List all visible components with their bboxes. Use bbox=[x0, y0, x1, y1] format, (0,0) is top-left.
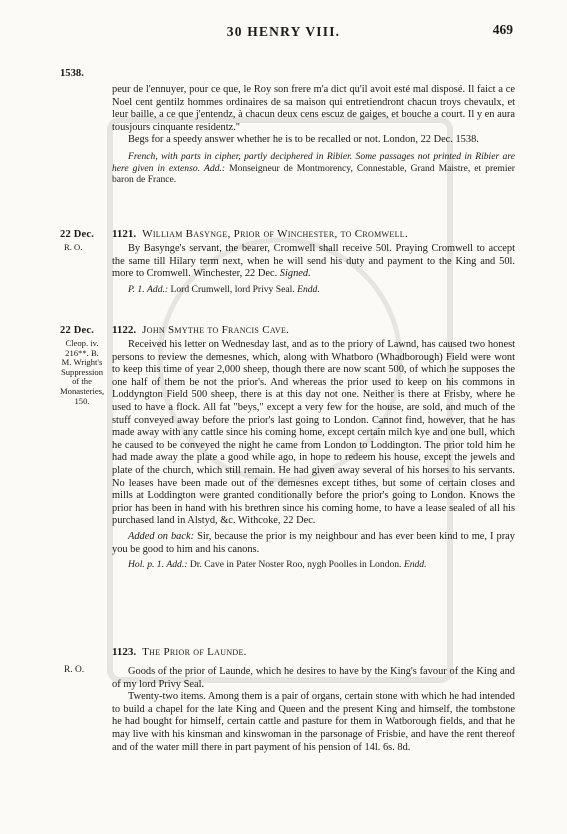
french-text: peur de l'ennuyer, pour ce que, le Roy son frere m'a dict qu'il avoit esté mal disposé. Il faict a ce Noel cent gentilz hommes ordinaires de sa maison qui entretiendront chacun troys chevaulx, et leur baille, a ce que j'entendz, à chacun deux cens escuz de gaiges, et bouche a court. Il y en aura tousjours cinquante residentz." bbox=[112, 84, 515, 133]
entry-1122 bbox=[112, 324, 515, 571]
entry-1122-added: Added on back: Sir, because the prior is my neighbour and has ever been kind to me, I pray you be good to him and his canons. bbox=[112, 530, 515, 555]
entry-1121 bbox=[112, 228, 515, 295]
page-number: 469 bbox=[492, 22, 513, 37]
begs-paragraph: Begs for a speedy answer whether he is to be recalled or not. London, 22 Dec. 1538. bbox=[128, 134, 479, 146]
entry-1121-heading: 1121. William Basynge, Prior of Winchester, to Cromwell. bbox=[112, 228, 408, 240]
margin-year: 1538. bbox=[60, 68, 84, 79]
running-title: 30 HENRY VIII. bbox=[226, 24, 341, 39]
entry-1123 bbox=[112, 646, 515, 754]
margin-1123: R. O. bbox=[64, 665, 85, 675]
entry-1123-body1: Goods of the prior of Launde, which he desires to have by the King's favour of the King and of my lord Privy Seal. bbox=[112, 666, 515, 690]
margin-1122: 22 Dec. Cleop. iv. 216**. B. M. Wright's Suppression of the Monasteries, 150. bbox=[60, 325, 105, 406]
entry-1121-body: By Basynge's servant, the bearer, Cromwell shall receive 50l. Praying Cromwell to accept the same till Hilary term next, when he will send his duty and payment to the King and 50l. more to Cromwell. Winchester, 22 Dec. Signed. bbox=[112, 243, 515, 280]
entry-1122-body: Received his letter on Wednesday last, and as to the priory of Lawnd, has caused two honest persons to review the demesnes, which, along with Whatboro (Whadborough) Field were wont to keep this time of year 2,000 sheep, though there are now scant 500, of which he supposes the one half of them be not the prior's. And whereas the prior used to keep on his commons in Loddyngton Field 500 sheep, there is at this day not one. Neither is there at Frisby, where he used to have a flock. All fat "beys," except a very few for the house, are sold, and much of the stuff conveyed away before the prior's last going to London. Cannot find, however, that he has made away with any cattle since his coming home, except certain milch kye and one bull, which he caused to be conveyed the night he came from London to Loddington. The prior told him he had made away the plate a good while ago, in hope to redeem his house, except the jewels and plate of the church, which still remain. He had given away several of his horses to his servants. No leases have been made out of the demesnes except tithes, but some of certain closes and mills at Loddington were granted conditionally before the prior's going to London. Knows the prior has been in hand with his brethren since his coming home, to have a lease sealed of all his purchased land in Alstyd, &c. Withcoke, 22 Dec. bbox=[112, 339, 515, 527]
source-note: French, with parts in cipher, partly deciphered in Ribier. Some passages not printed in Ribier are here given in extenso. Add.: Monseigneur de Montmorency, Connestable, Grand Maistre, et premier baron de France. bbox=[112, 150, 515, 186]
entry-1122-heading: 1122. John Smythe to Francis Cave. bbox=[112, 324, 290, 336]
entry-1123-heading: 1123. The Prior of Launde. bbox=[112, 646, 247, 658]
page-header bbox=[0, 20, 567, 44]
margin-1121: 22 Dec. R. O. bbox=[60, 229, 95, 252]
continuation-block bbox=[112, 84, 515, 186]
entry-1121-desc: P. 1. Add.: Lord Crumwell, lord Privy Seal. Endd. bbox=[128, 283, 320, 295]
entry-1122-desc: Hol. p. 1. Add.: Dr. Cave in Pater Noster Roo, nygh Poolles in London. Endd. bbox=[128, 559, 427, 571]
entry-1123-body2: Twenty-two items. Among them is a pair of organs, certain stone with which he had intended to build a chapel for the late King and Queen and the present King and himself, the tombstone he had bought for himself, certain cattle and pasture for them in Watborough fields, and that he may live with his kinsman and kinswoman in the parsonage of Frisbie, and have the rent thereof and of the water mill there in part payment of his pension of 14l. 6s. 8d. bbox=[112, 691, 515, 753]
